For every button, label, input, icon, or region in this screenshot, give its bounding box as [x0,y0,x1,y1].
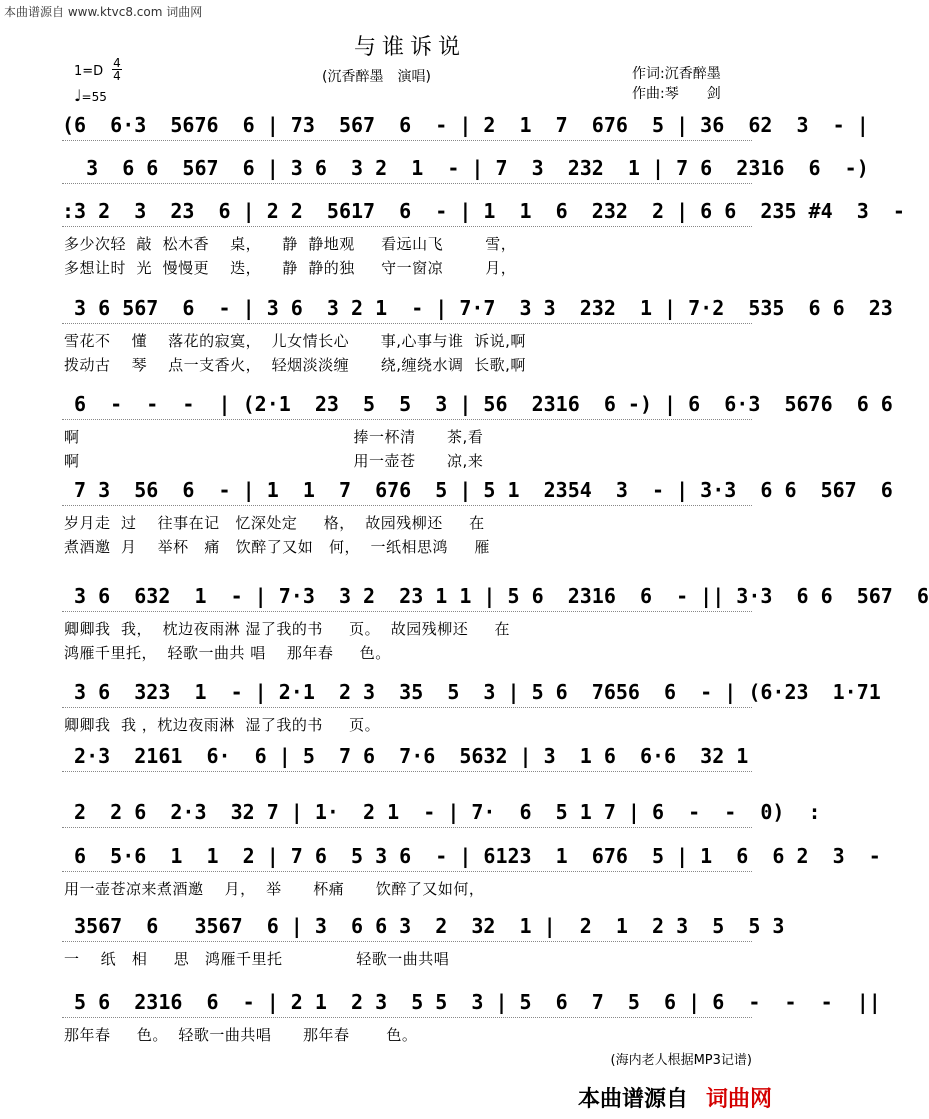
notation-line: (6 6·3 5676 6 | 73 567 6 - | 2 1 7 676 5 | 36 62 3 - | [62,113,869,137]
score-row [0,680,881,734]
lyric-line: 那年春 色。 轻歌一曲共唱 那年春 色。 [64,1026,418,1044]
lyricist: 作词:沉香醉墨 [632,66,721,82]
lyric-line: 一 纸 相 思 鸿雁千里托 轻歌一曲共唱 [64,950,450,968]
meter-top: 4 [113,56,121,70]
lyric-line: 多想让时 光 慢慢更 迭， 静 静的独 守一窗凉 月， [64,259,517,277]
time-signature [112,57,122,82]
score-row [0,990,881,1044]
score-row [0,392,893,470]
beam-line [62,771,752,772]
notation-line: 2·3 2161 6· 6 | 5 7 6 7·6 5632 | 3 1 6 6·6 32 1 [62,744,749,768]
beam-line [62,827,752,828]
key-signature: 1=D [74,64,104,79]
lyric-line: 用一壶苍凉来煮酒邀 月， 举 杯痛 饮醉了又如何， [64,880,485,898]
brand-footer [578,1082,772,1113]
brand-source: 本曲谱源自 [578,1087,689,1112]
beam-line [62,140,752,141]
beam-line [62,941,752,942]
transcriber-note: (海内老人根据MP3记谱) [610,1053,752,1068]
notation-line: 6 - - - | (2·1 23 5 5 3 | 56 2316 6 -) | 6 6·3 5676 6 6 [62,392,893,416]
lyric-line: 雪花不 懂 落花的寂寞， 儿女情长心 事,心事与谁 诉说,啊 [64,332,526,350]
score-row [0,800,820,844]
notation-line: 3 6 6 567 6 | 3 6 3 2 1 - | 7 3 232 1 | 7 6 2316 6 -) [62,156,869,180]
notation-line: 3567 6 3567 6 | 3 6 6 3 2 32 1 | 2 1 2 3 5 5 3 [62,914,785,938]
meter-bottom: 4 [113,69,121,83]
quarter-note-icon: ♩ [74,86,82,105]
notation-line: 6 5·6 1 1 2 | 7 6 5 3 6 - | 6123 1 676 5 | 1 6 6 2 3 - [62,844,881,868]
performer: (沉香醉墨 演唱) [322,69,431,85]
score-row [0,914,820,968]
score-row [0,584,929,662]
notation-line: 7 3 56 6 - | 1 1 7 676 5 | 5 1 2354 3 - | 3·3 6 6 567 6 [62,478,893,502]
score-row [0,113,869,157]
brand-site: 词曲网 [706,1087,773,1112]
beam-line [62,226,752,227]
lyric-line: 岁月走 过 往事在记 忆深处定 格， 故园残柳还 在 [64,514,485,532]
lyric-line: 卿卿我 我， 枕边夜雨淋 湿了我的书 页。 故园残柳还 在 [64,620,511,638]
beam-line [62,611,752,612]
score-row [0,478,893,556]
lyric-line: 啊 捧一杯清 茶,看 [64,428,484,446]
lyric-line: 卿卿我 我 ，枕边夜雨淋 湿了我的书 页。 [64,716,381,734]
composer: 作曲:琴 剑 [632,86,721,102]
score-row [0,156,869,200]
notation-line: :3 2 3 23 6 | 2 2 5617 6 - | 1 1 6 232 2 | 6 6 235 #4 3 - [62,199,905,223]
lyric-line: 多少次轻 敲 松木香 桌， 静 静地观 看远山飞 雪， [64,235,517,253]
beam-line [62,871,752,872]
song-title: 与谁诉说 [353,35,466,60]
beam-line [62,183,752,184]
score-row [0,199,905,277]
notation-line: 5 6 2316 6 - | 2 1 2 3 5 5 3 | 5 6 7 5 6 | 6 - - - || [62,990,881,1014]
score-row [0,844,881,898]
credits [632,64,721,104]
tempo-marking [74,86,107,105]
score-row [0,296,893,374]
score-row [0,744,820,788]
lyric-line: 啊 用一壶苍 凉,来 [64,452,484,470]
notation-line: 3 6 632 1 - | 7·3 3 2 23 1 1 | 5 6 2316 6 - || 3·3 6 6 567 6 [62,584,929,608]
beam-line [62,323,752,324]
beam-line [62,419,752,420]
lyric-line: 鸿雁千里托， 轻歌一曲共 唱 那年春 色。 [64,644,391,662]
notation-line: 3 6 567 6 - | 3 6 3 2 1 - | 7·7 3 3 232 1 | 7·2 535 6 6 23 [62,296,893,320]
beam-line [62,1017,752,1018]
beam-line [62,707,752,708]
beam-line [62,505,752,506]
notation-line: 3 6 323 1 - | 2·1 2 3 35 5 3 | 5 6 7656 6 - | (6·23 1·71 [62,680,881,704]
lyric-line: 煮酒邀 月 举杯 痛 饮醉了又如 何， 一纸相思鸿 雁 [64,538,490,556]
notation-line: 2 2 6 2·3 32 7 | 1· 2 1 - | 7· 6 5 1 7 | 6 - - 0) : [62,800,821,824]
lyric-line: 拨动古 琴 点一支香火， 轻烟淡淡缠 绕,缠绕水调 长歌,啊 [64,356,526,374]
tempo-value: =55 [81,90,107,104]
site-header: 本曲谱源自 www.ktvc8.com 词曲网 [4,5,203,19]
